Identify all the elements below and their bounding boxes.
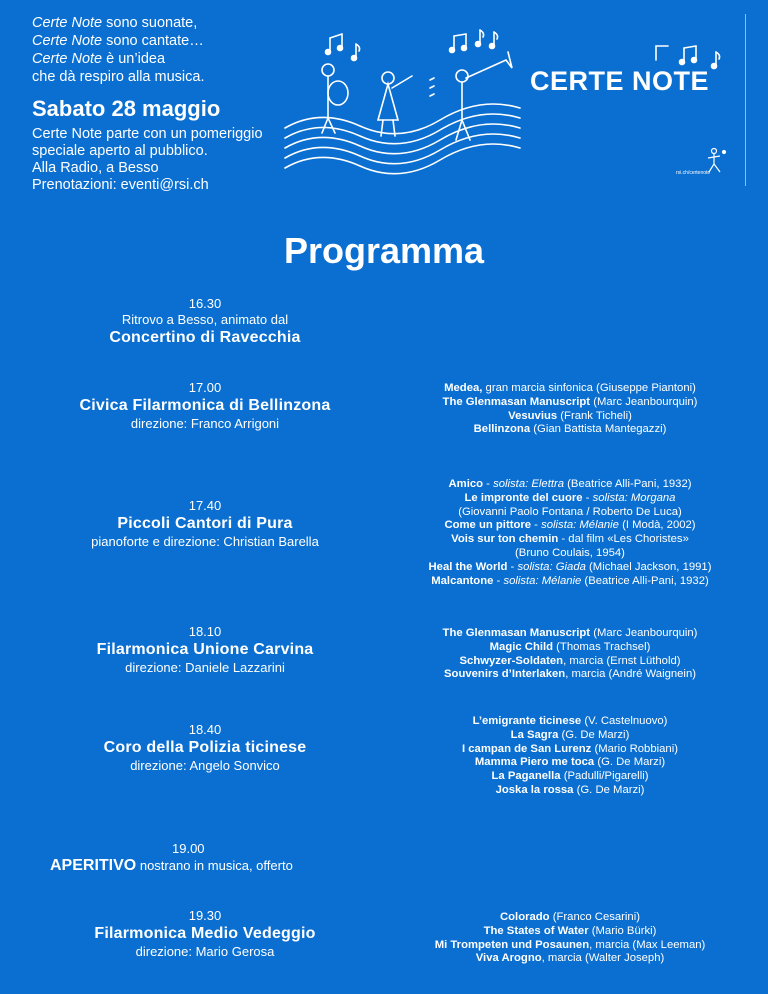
intro-name: Certe Note [32, 51, 103, 67]
repertoire-line: Mi Trompeten und Posaunen, marcia (Max Leeman) [434, 938, 706, 951]
repertoire-line: Malcantone - solista: Mélanie (Beatrice Alli-Pani, 1932) [431, 574, 709, 587]
event-time: 17.40 [188, 498, 222, 513]
event-name: Civica Filarmonica di Bellinzona [79, 397, 331, 414]
repertoire-line: Souvenirs d’Interlaken, marcia (André Waignein) [444, 668, 696, 681]
intro-text: Certe Note sono suonate, Certe Note sono cantate… Certe Note è un’idea che dà respiro alla musica. [32, 15, 205, 85]
repertoire-line: Mamma Piero me toca (G. De Marzi) [474, 756, 666, 769]
repertoire-pura [400, 478, 740, 588]
repertoire-bellinzona [400, 382, 740, 437]
event-name: Piccoli Cantori di Pura [117, 515, 293, 532]
repertoire-line: Joska la rossa (G. De Marzi) [495, 783, 645, 796]
event-time: 16.30 [188, 296, 222, 311]
certe-note-logo: CERTE NOTE [530, 66, 710, 96]
repertoire-vedeggio [400, 911, 740, 966]
repertoire-line: La Paganella (Padulli/Pigarelli) [491, 770, 649, 783]
event-name: Filarmonica Unione Carvina [96, 641, 314, 658]
event-name: Filarmonica Medio Vedeggio [94, 925, 316, 942]
aperitivo-word: APERITIVO [50, 857, 137, 874]
repertoire-line: Le impronte del cuore - solista: Morgana [464, 491, 676, 504]
repertoire-line: The States of Water (Mario Bürki) [483, 924, 657, 937]
event-time: 19.00 [172, 841, 205, 856]
event-medio-vedeggio [40, 908, 370, 960]
repertoire-line: I campan de San Lurenz (Mario Robbiani) [462, 742, 678, 755]
event-time: 17.00 [188, 380, 222, 395]
event-time: 18.10 [188, 624, 222, 639]
event-time: 18.40 [188, 722, 222, 737]
event-civica-bellinzona [40, 380, 370, 432]
repertoire-line: Come un pittore - solista: Mélanie (I Modà, 2002) [444, 519, 696, 532]
event-name: Coro della Polizia ticinese [103, 739, 307, 756]
intro-name: Certe Note [32, 33, 103, 49]
event-piccoli-cantori [40, 498, 370, 550]
repertoire-line: Heal the World - solista: Giada (Michael Jackson, 1991) [428, 560, 712, 573]
event-director: pianoforte e direzione: Christian Barella [91, 534, 319, 549]
event-unione-carvina [40, 624, 370, 676]
divider-line [745, 14, 746, 186]
musicians-illustration [280, 8, 530, 188]
repertoire-line: Schwyzer-Soldaten, marcia (Ernst Lüthold) [459, 654, 681, 667]
repertoire-line: Viva Arogno, marcia (Walter Joseph) [475, 952, 665, 965]
event-pre: Ritrovo a Besso, animato dal [121, 312, 289, 327]
event-description: Certe Note parte con un pomeriggio speciale aperto al pubblico. Alla Radio, a Besso Prenotazioni: eventi@rsi.ch [32, 126, 263, 193]
repertoire-line: (Bruno Coulais, 1954) [515, 546, 625, 559]
event-date-title: Sabato 28 maggio [32, 96, 221, 121]
event-name: Concertino di Ravecchia [109, 329, 301, 346]
event-aperitivo: 19.00 APERITIVO nostrano in musica, offerto [50, 841, 293, 874]
program-title: Programma [283, 230, 485, 271]
repertoire-line: Magic Child (Thomas Trachsel) [489, 640, 651, 653]
event-director: direzione: Daniele Lazzarini [125, 660, 285, 675]
event-coro-polizia [40, 722, 370, 774]
repertoire-line: Bellinzona (Gian Battista Mantegazzi) [473, 423, 667, 436]
event-concertino [40, 296, 370, 348]
repertoire-carvina [400, 627, 740, 682]
repertoire-line: The Glenmasan Manuscript (Marc Jeanbourquin) [442, 627, 698, 639]
repertoire-line: Vois sur ton chemin - dal film «Les Choristes» [451, 533, 689, 546]
repertoire-line: (Giovanni Paolo Fontana / Roberto De Luca) [458, 505, 682, 518]
repertoire-line: Colorado (Franco Cesarini) [500, 911, 640, 923]
event-director: direzione: Angelo Sonvico [130, 758, 280, 773]
repertoire-line: Medea, gran marcia sinfonica (Giuseppe Piantoni) [444, 382, 696, 394]
repertoire-line: The Glenmasan Manuscript (Marc Jeanbourquin) [442, 395, 698, 408]
repertoire-line: L’emigrante ticinese (V. Castelnuovo) [472, 715, 668, 727]
event-director: direzione: Mario Gerosa [135, 944, 275, 959]
repertoire-line: Amico - solista: Elettra (Beatrice Alli-Pani, 1932) [448, 478, 692, 490]
repertoire-line: La Sagra (G. De Marzi) [510, 728, 630, 741]
repertoire-polizia [400, 715, 740, 798]
website-url: rsi.ch/certenote [676, 170, 711, 176]
intro-name: Certe Note [32, 15, 103, 31]
event-director: direzione: Franco Arrigoni [130, 416, 280, 431]
event-time: 19.30 [188, 908, 222, 923]
repertoire-line: Vesuvius (Frank Ticheli) [508, 409, 632, 422]
